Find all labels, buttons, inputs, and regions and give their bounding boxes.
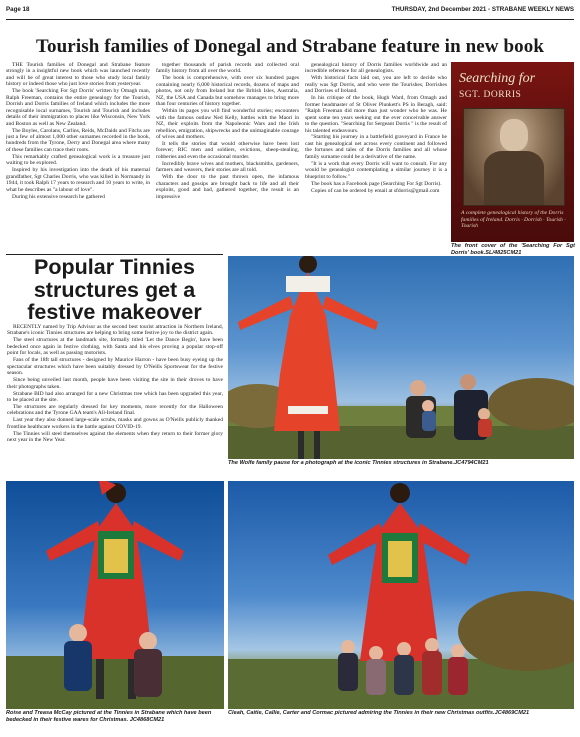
paragraph: Fans of the 18ft tall structures - designed by Maurice Harron - have been busy eyeing up the spectacular structures which have been suitably dressed by O'Neills Sportswear for the festive season. [7,357,223,377]
portrait-body [484,151,544,205]
tinnie-elf-illustration-left [6,481,224,709]
wolfe-family-photo [228,256,574,459]
article1-column-2 [156,62,299,256]
book-cover-portrait [463,108,565,206]
paragraph: "Starting his journey in a battlefield graveyard in France he cast his genealogical net across every continent and followed the fortunes and tales of the Dorris families and all whose family surname could be a derivative of the name. [305,134,447,160]
article2-headline-line-3: festive makeover [27,300,202,324]
five-children-photo [228,481,574,709]
book-cover-caption: The front cover of the 'Searching For Sgt Dorris' book.SL/4825CM21 [451,243,575,256]
paragraph: together thousands of parish records and collected oral family history from all over the world. [156,62,299,75]
paragraph: The structures are regularly dressed for key moments, more recently for the Halloween celebrations and the Tyrone GAA team's All-Ireland final. [7,403,223,417]
header-rule [6,19,574,20]
article1-column-1 [6,62,150,256]
paragraph: With historical facts laid out, you are left to decide who really was Sgt Dorris, and who were the Tourishes, Dorrishes and Dorrises of Ireland. [305,75,447,95]
article2-body [7,324,223,474]
main-photo-caption: The Wolfe family pause for a photograph at the iconic Tinnies structures in Strabane.JC4794CM21 [228,460,489,466]
paragraph: Strabane BID had also arranged for a new Christmas tree which has been upgraded this year, to be placed at the site. [7,390,223,403]
article2-headline [7,256,222,324]
tinnie-elf-illustration-right [228,481,574,709]
article1-headline: Tourish families of Donegal and Strabane feature in new book [36,36,544,57]
paragraph: The book has a Facebook page (Searching For Sgt Dorris). [311,180,442,187]
article2-headline-line-2: structures get a [33,277,196,302]
paragraph: The Boyles, Carolans, Carlins, Reids, McDaids and Fitchs are just a few of almost 1,000 other surnames recorded in the book, hundreds from the Tyrone, Derry and Donegal area where many of these families can trace their roots. [6,127,150,153]
book-cover-image [451,62,574,242]
edition-line: THURSDAY, 2nd December 2021 - STRABANE WEEKLY NEWS [391,6,574,13]
paragraph: Inspired by his investigation into the death of his maternal grandfather, Sgt Charles Dorris, who was killed in Normandy in 1944, it took Ralph 17 years to research and 10 years to write, in what he describes as "a labour of love". [6,167,150,193]
paragraph: Incredibly brave wives and mothers, blacksmiths, gardeners, farmers and weavers, their stories are all told. [156,160,299,174]
paragraph: THE Tourish families of Donegal and Strabane feature strongly in a insightful new book which was launched recently and will be of great interest to those who study local family history or indeed those who just love stories from yesteryear. [6,62,150,88]
article1-column-3 [305,62,447,256]
bottom-right-caption: Cleah, Caitie, Callie, Carter and Cormac pictured admiring the Tinnies in their new Christmas outfits.JC4869CM21 [228,710,530,716]
paragraph: Within its pages you will find wonderful stories; encounters with the famous outlaw Ned Kelly, battles with the Maori in NZ, their exploits from the Napoleonic Wars and the Irish rebellion, emigration, shipwrecks and the unimaginable courage of wives and mothers. [156,108,299,140]
bottom-left-caption: Roise and Treasa McCay pictured at the Tinnies in Strabane which have been bedecked in their festive wares for Christmas. JC4868CM21 [6,710,212,723]
book-cover-subtitle: SGT. DORRIS [459,90,522,100]
paragraph: genealogical history of Dorris families worldwide and an incredible reference for all genealogists. [305,62,447,75]
paragraph: The Tinnies will steel themselves against the elements when they return to their former glory next year in the New Year. [7,430,223,444]
paragraph: During his extensive research he gathered [12,193,105,200]
paragraph: With the door to the past thrown open, the infamous characters and gossips are brought back to life and all their exploits, good and bad, gathered together, the result is an impressive [156,174,299,200]
paragraph: It tells the stories that would otherwise have been lost forever; RIC men and soldiers, evictions, sheep-stealing, robberies and even the occasional murder. [156,140,299,160]
paragraph: "It is a work that every Dorris will want to consult. For any would be genealogist contemplating a similar journey it is a blueprint to follow." [305,160,447,180]
paragraph: Since being unveiled last month, people have been visiting the site in their droves to have their photographs taken. [7,377,223,390]
book-cover-title: Searching for [459,71,536,86]
book-cover-blurb: A complete genealogical history of the Dorris families of Ireland. Dorris · Dorrish · Tourish · Tourish [461,210,566,229]
paragraph: The book 'Searching For Sgt Dorris' written by Omagh man, Ralph Freeman, contains the entire genealogy for the Tourish, Dorrish and Dorris families of Ireland which includes the more recognisable local surnames, Tourish and Tourish and includes details of their immigration to places like Wisconsin, New York and Boston as well as New Zealand. [6,88,150,127]
paragraph: RECENTLY named by Trip Advisor as the second best tourist attraction in Northern Ireland, Strabane's iconic Tinnies structures are helping to bring some festive joy to the district again. [7,324,223,337]
tinnie-santa-illustration [228,256,574,459]
article2-headline-line-1: Popular Tinnies [34,255,195,279]
paragraph: The book is comprehensive, with over six hundred pages containing nearly 6,000 historical records, dozens of maps and photos, not only from Ireland but the British Isles, Australia, NZ, the USA and Canada but somehow manages to bring more than four centuries of history together. [156,75,299,108]
paragraph: This remarkably crafted genealogical work is a treasure just waiting to be explored. [6,153,150,167]
page-number: Page 18 [6,6,30,13]
paragraph: The steel structures at the landmark site, formally titled 'Let the Dance Begin', have been bedecked once again in festive clothing, with Santa and his elves proving a popular stop-off point for locals, as well as passing motorists. [7,337,223,357]
page-header [6,4,574,18]
paragraph: Copies of can be ordered by email at sfdorris@gmail.com [311,187,440,194]
portrait-head [500,119,528,151]
paragraph: In his critique of the book, Hugh Ward, from Omagh and former headmaster of St Oliver Plunkett's PS in Beragh, said: "Ralph Freeman did more than just wonder who he was. He spent some ten years seeking out the ever conceivable answer to the question. "Searching for Sergeant Dorris " is the result of his talented endeavours. [305,95,447,134]
mccay-sisters-photo [6,481,224,709]
paragraph: Last year they also donned large-scale scrubs, masks and gowns as O'Neills publicly thanked frontline healthcare workers in the battle against COVID-19. [7,417,223,430]
